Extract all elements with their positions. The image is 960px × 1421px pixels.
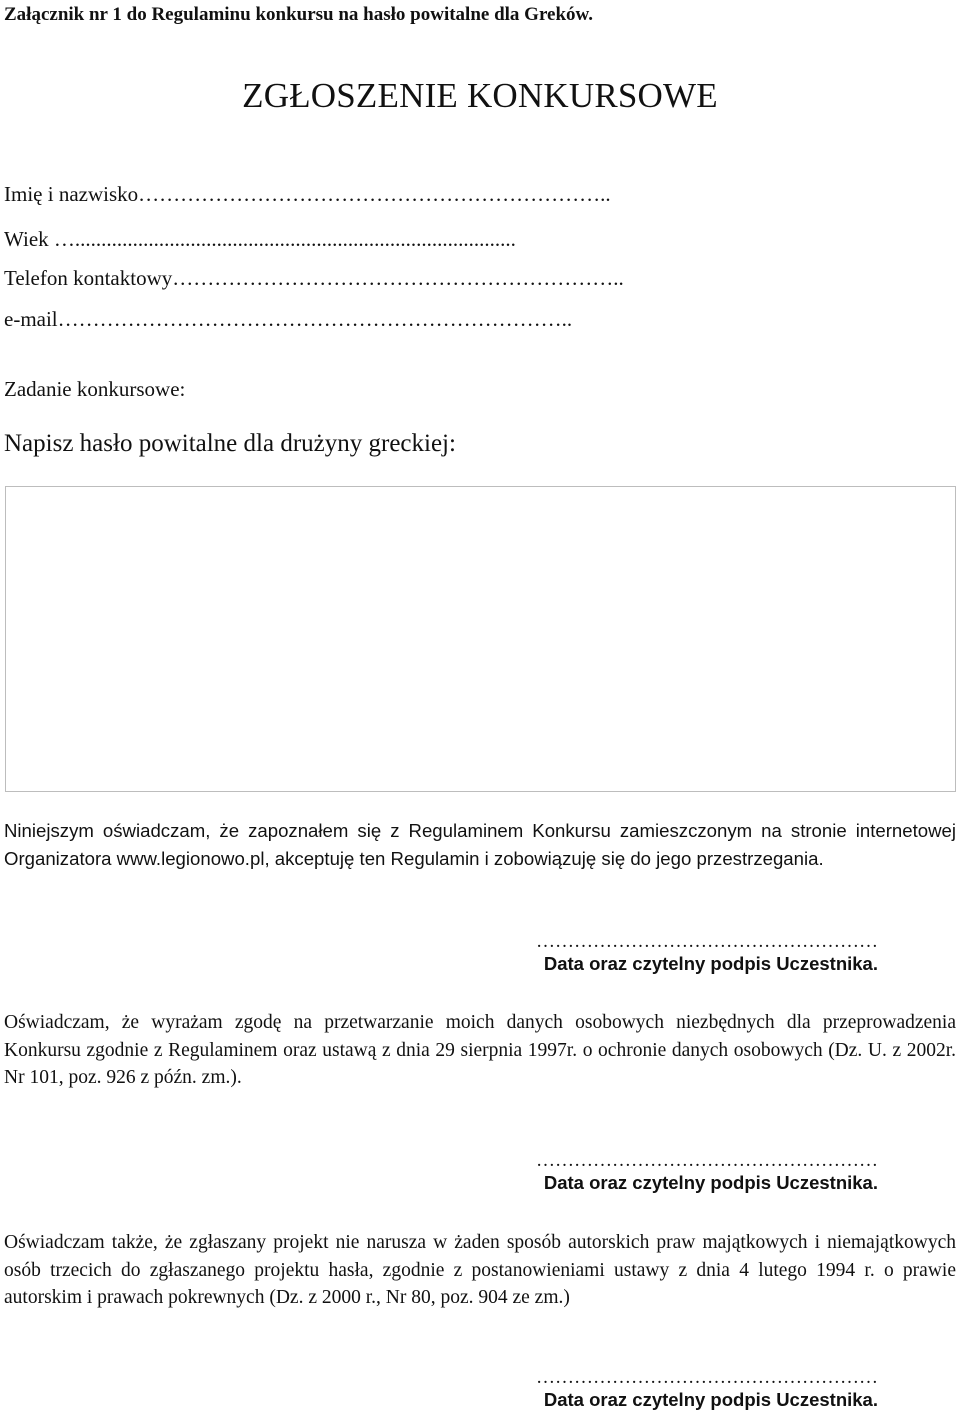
field-phone-label: Telefon kontaktowy	[4, 266, 173, 290]
field-age-dots: …....................................................................................	[48, 227, 516, 251]
field-name-label: Imię i nazwisko	[4, 182, 139, 206]
field-email-dots: ………………………………………………………………..	[57, 307, 573, 331]
field-age-label: Wiek	[4, 227, 49, 251]
signature-block-1	[536, 931, 878, 975]
signature-label: Data oraz czytelny podpis Uczestnika.	[543, 1389, 878, 1410]
signature-dots: ………………………………………………	[536, 1367, 878, 1388]
field-age	[4, 227, 516, 252]
signature-block-2	[536, 1150, 878, 1194]
task-heading: Napisz hasło powitalne dla drużyny greckiej:	[4, 430, 456, 457]
answer-box[interactable]	[5, 486, 956, 792]
signature-block-3	[536, 1367, 878, 1411]
declaration-regulations: Niniejszym oświadczam, że zapoznałem się z Regulaminem Konkursu zamieszczonym na stronie internetowej Organizatora www.legionowo.pl, akceptuję ten Regulamin i zobowiązuję się do jego przestrzegania.	[4, 820, 956, 869]
declaration-copyright: Oświadczam także, że zgłaszany projekt nie narusza w żaden sposób autorskich praw majątkowych i niemajątkowych osób trzecich do zgłaszanego projektu hasła, zgodnie z postanowieniami ustawy z dnia 4 lutego 1994 r. o prawie autorskim i prawach pokrewnych (Dz. z 2000 r., Nr 80, poz. 904 ze zm.)	[4, 1232, 956, 1308]
field-email-label: e-mail	[4, 307, 58, 331]
page-title: ZGŁOSZENIE KONKURSOWE	[242, 76, 718, 115]
field-phone	[4, 266, 624, 291]
field-email	[4, 307, 572, 332]
declaration-data-consent: Oświadczam, że wyrażam zgodę na przetwarzanie moich danych osobowych niezbędnych dla przeprowadzenia Konkursu zgodnie z Regulaminem oraz ustawą z dnia 29 sierpnia 1997r. o ochronie danych osobowych (Dz. U. z 2002r. Nr 101, poz. 926 z późn. zm.).	[4, 1012, 956, 1088]
signature-dots: ………………………………………………	[536, 931, 878, 952]
signature-label: Data oraz czytelny podpis Uczestnika.	[543, 1172, 878, 1193]
signature-label: Data oraz czytelny podpis Uczestnika.	[543, 953, 878, 974]
field-name-dots: …………………………………………………………..	[138, 182, 611, 206]
annex-header: Załącznik nr 1 do Regulaminu konkursu na hasło powitalne dla Greków.	[4, 4, 593, 25]
signature-dots: ………………………………………………	[536, 1150, 878, 1171]
field-name	[4, 182, 611, 207]
task-label: Zadanie konkursowe:	[4, 377, 186, 401]
field-phone-dots: ………………………………………………………..	[172, 266, 624, 290]
